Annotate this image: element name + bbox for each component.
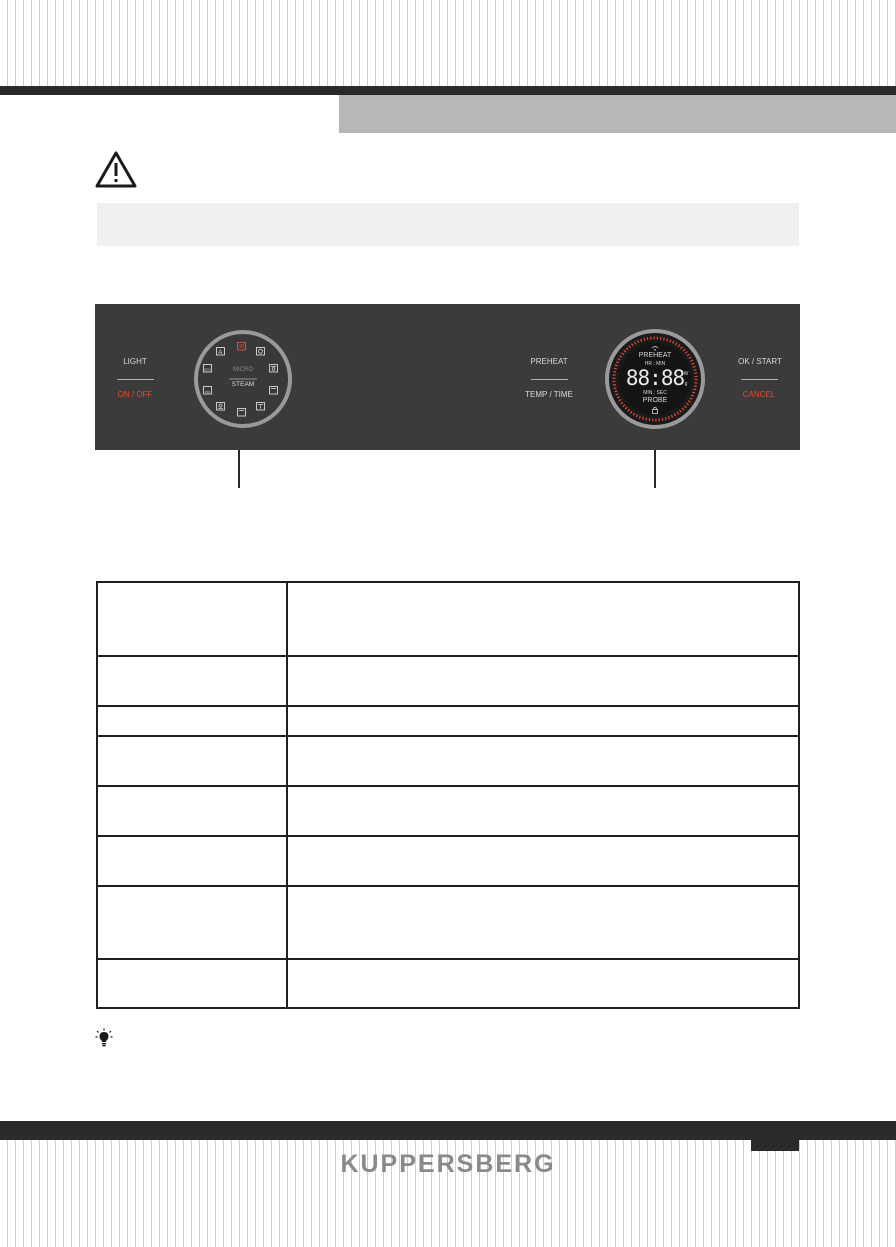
micro-label: MICRO (233, 367, 253, 373)
brand-logo: KUPPERSBERG (340, 1150, 556, 1178)
table-row (97, 706, 799, 736)
left-callout-line (238, 450, 240, 488)
cancel-button[interactable]: CANCEL (742, 390, 776, 399)
ok-divider (741, 379, 778, 380)
table-cell (97, 886, 287, 959)
child-lock-icon (651, 406, 659, 414)
wifi-icon (651, 345, 659, 351)
table-cell (287, 656, 799, 706)
lightbulb-icon (95, 1028, 113, 1048)
display-probe: PROBE (642, 397, 668, 404)
table-cell (287, 886, 799, 959)
display-digits: 88:88 (625, 366, 685, 390)
table-cell (97, 582, 287, 656)
table-row (97, 736, 799, 786)
bottom-divider-bar (0, 1121, 896, 1140)
bottom-heat-icon[interactable] (203, 386, 213, 395)
table-cell (287, 706, 799, 736)
table-cell (97, 706, 287, 736)
on-off-button[interactable]: ON / OFF (117, 390, 153, 399)
warning-note-box (97, 203, 799, 246)
grill-top-icon[interactable] (237, 342, 247, 351)
display-preheat: PREHEAT (638, 352, 672, 359)
svg-text:eco: eco (204, 366, 211, 372)
table-row (97, 886, 799, 959)
display-unit-w: W (683, 371, 689, 377)
table-row (97, 582, 799, 656)
fan-icon[interactable] (256, 347, 266, 356)
table-cell (97, 736, 287, 786)
table-cell (97, 836, 287, 886)
ok-start-button[interactable]: OK / START (738, 357, 782, 366)
table-cell (287, 582, 799, 656)
top-stripe-pattern (0, 0, 896, 86)
steam-mode-icon[interactable] (256, 402, 266, 411)
fan-grill-icon[interactable] (216, 402, 226, 411)
table-cell (287, 786, 799, 836)
table-cell (97, 786, 287, 836)
light-button[interactable]: LIGHT (123, 357, 147, 366)
eco-icon[interactable] (203, 364, 213, 373)
temp-time-button[interactable]: TEMP / TIME (525, 390, 573, 399)
display-hr-min: HR : MIN (644, 361, 666, 367)
table-cell (97, 959, 287, 1008)
table-cell (287, 959, 799, 1008)
steam-label: STEAM (231, 381, 255, 388)
table-row (97, 786, 799, 836)
table-row (97, 836, 799, 886)
section-header-bar (339, 95, 896, 133)
top-divider-bar (0, 86, 896, 95)
display-dial[interactable] (604, 328, 706, 430)
mode-selector-dial[interactable] (193, 329, 293, 429)
display-unit-g: g (684, 381, 688, 387)
display-min-sec: MIN : SEC (643, 390, 667, 396)
top-bottom-icon[interactable] (269, 386, 279, 395)
table-cell (287, 736, 799, 786)
preheat-divider (531, 379, 568, 380)
warning-icon (94, 150, 138, 190)
auto-icon[interactable] (216, 347, 226, 356)
function-table (96, 581, 800, 1009)
svg-text:A: A (218, 350, 223, 356)
bottom-element-icon[interactable] (237, 408, 247, 417)
light-divider (117, 379, 154, 380)
table-cell (287, 836, 799, 886)
table-row (97, 656, 799, 706)
preheat-button[interactable]: PREHEAT (530, 357, 568, 366)
right-callout-line (654, 450, 656, 488)
table-cell (97, 656, 287, 706)
convection-grill-icon[interactable] (269, 364, 279, 373)
table-row (97, 959, 799, 1008)
